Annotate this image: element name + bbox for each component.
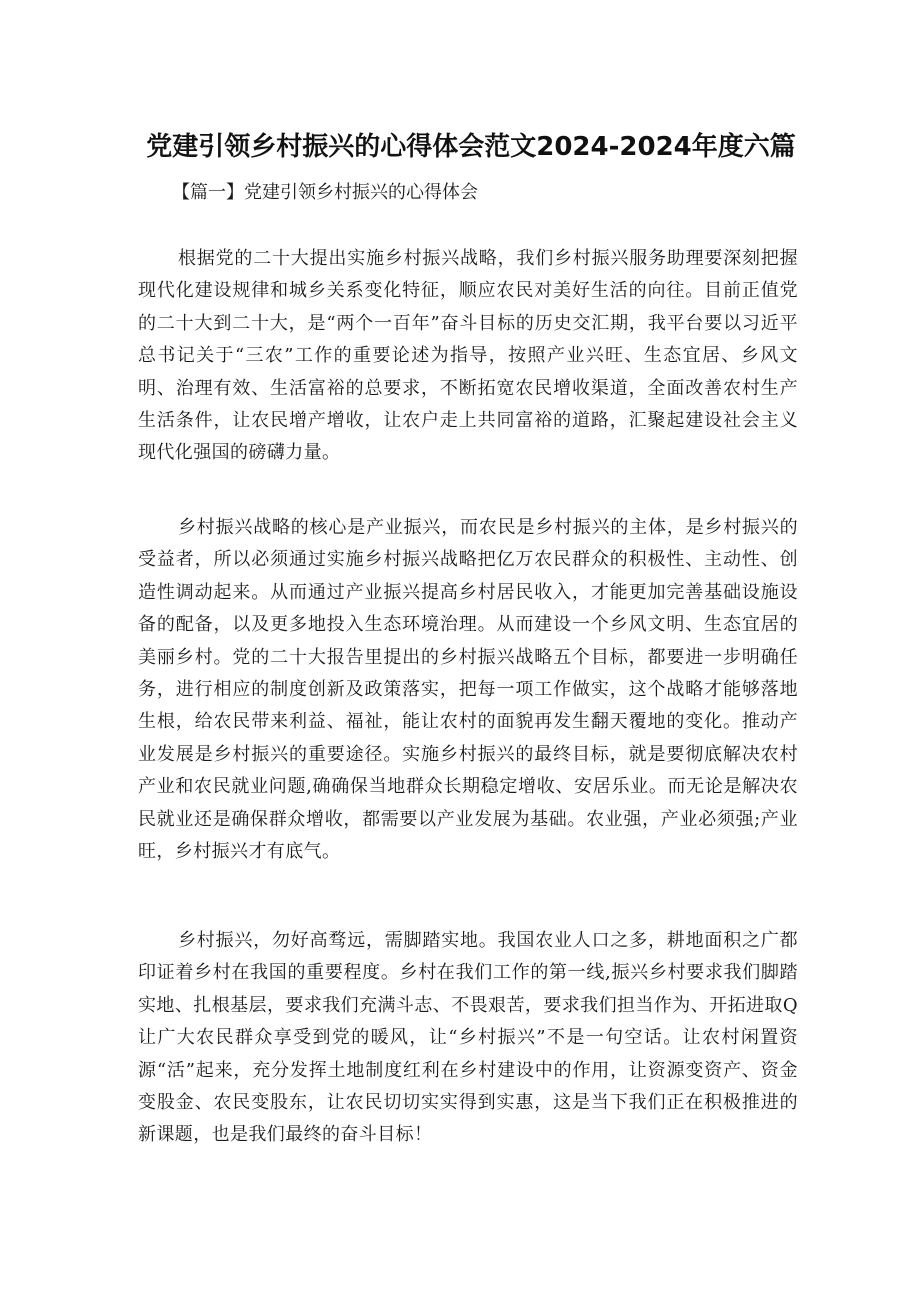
body-paragraph-2: 乡村振兴战略的核心是产业振兴，而农民是乡村振兴的主体，是乡村振兴的受益者，所以必须通过实施乡村振兴战略把亿万农民群众的积极性、主动性、创造性调动起来。从而通过产业振兴提高乡村居民收入，才能更加完善基础设施设备的配备，以及更多地投入生态环境治理。从而建设一个乡风文明、生态宜居的美丽乡村。党的二十大报告里提出的乡村振兴战略五个目标，都要进一步明确任务，进行相应的制度创新及政策落实，把每一项工作做实，这个战略才能够落地生根，给农民带来利益、福祉，能让农村的面貌再发生翻天覆地的变化。推动产业发展是乡村振兴的重要途径。实施乡村振兴的最终目标，就是要彻底解决农村产业和农民就业问题,确确保当地群众长期稳定增收、安居乐业。而无论是解决农民就业还是确保群众增收，都需要以产业发展为基础。农业强，产业必须强;产业旺，乡村振兴才有底气。 bbox=[138, 517, 798, 863]
body-paragraph-1: 根据党的二十大提出实施乡村振兴战略，我们乡村振兴服务助理要深刻把握现代化建设规律和城乡关系变化特征，顺应农民对美好生活的向往。目前正值党的二十大到二十大，是“两个一百年”奋斗目标的历史交汇期，我平台要以习近平总书记关于“三农”工作的重要论述为指导，按照产业兴旺、生态宜居、乡风文明、治理有效、生活富裕的总要求，不断拓宽农民增收渠道，全面改善农村生产生活条件，让农民增产增收，让农户走上共同富裕的道路，汇聚起建设社会主义现代化强国的磅礴力量。 bbox=[138, 248, 798, 464]
document-title: 党建引领乡村振兴的心得体会范文2024-2024年度六篇 bbox=[146, 132, 796, 163]
body-paragraph-3: 乡村振兴，勿好高骛远，需脚踏实地。我国农业人口之多，耕地面积之广都印证着乡村在我国的重要程度。乡村在我们工作的第一线,振兴乡村要求我们脚踏实地、扎根基层，要求我们充满斗志、不畏艰苦，要求我们担当作为、开拓进取Q让广大农民群众享受到党的暖风，让“乡村振兴”不是一句空话。让农村闲置资源“活”起来，充分发挥土地制度红利在乡村建设中的作用，让资源变资产、资金变股金、农民变股东，让农民切切实实得到实惠，这是当下我们正在积极推进的新课题，也是我们最终的奋斗目标！ bbox=[138, 930, 798, 1146]
section-heading: 【篇一】党建引领乡村振兴的心得体会 bbox=[172, 182, 478, 203]
